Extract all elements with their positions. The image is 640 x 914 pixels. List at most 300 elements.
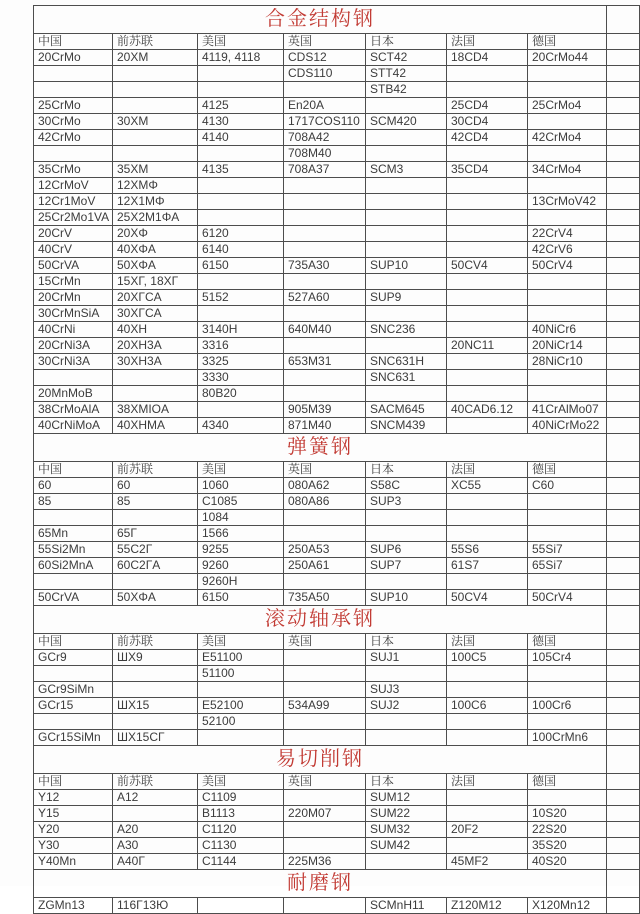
table-cell: 1717COS110 [284, 114, 366, 130]
table-cell [34, 146, 113, 162]
table-cell: 42CrV6 [528, 242, 607, 258]
table-cell: 50CrV4 [528, 590, 607, 606]
spacer-cell [607, 682, 640, 698]
table-row [34, 210, 640, 226]
table-cell: A12 [113, 790, 198, 806]
table-cell [528, 274, 607, 290]
table-cell [198, 682, 284, 698]
table-cell [366, 666, 447, 682]
table-row [34, 146, 640, 162]
table-row [34, 666, 640, 682]
table-cell: 30XΓCA [113, 306, 198, 322]
table-cell: 25CrMo4 [528, 98, 607, 114]
table-cell: 34CrMo4 [528, 162, 607, 178]
spacer-cell [607, 402, 640, 418]
table-row [34, 338, 640, 354]
table-cell: SACM645 [366, 402, 447, 418]
spacer-cell [607, 478, 640, 494]
table-cell: 4125 [198, 98, 284, 114]
table-cell: 105Cr4 [528, 650, 607, 666]
table-row [34, 402, 640, 418]
table-cell [113, 370, 198, 386]
table-row [34, 714, 640, 730]
table-cell: SNCM439 [366, 418, 447, 434]
table-cell: S58C [366, 478, 447, 494]
table-cell: 42CrMo4 [528, 130, 607, 146]
section-title: 滚动轴承钢 [34, 606, 607, 634]
table-cell [198, 898, 284, 914]
table-cell [366, 526, 447, 542]
table-cell [198, 274, 284, 290]
table-cell [528, 714, 607, 730]
table-cell [284, 386, 366, 402]
table-cell: 12Cr1MoV [34, 194, 113, 210]
table-cell: 20F2 [447, 822, 528, 838]
table-cell [447, 666, 528, 682]
table-cell [113, 98, 198, 114]
steel-grade-table [33, 5, 640, 914]
column-header: 德国 [528, 634, 607, 650]
table-cell: 6140 [198, 242, 284, 258]
table-cell: 12XMΦ [113, 178, 198, 194]
table-cell: SUJ1 [366, 650, 447, 666]
table-cell: 20XH3A [113, 338, 198, 354]
table-cell [113, 510, 198, 526]
column-header: 前苏联 [113, 462, 198, 478]
column-header: 英国 [284, 462, 366, 478]
table-cell [198, 402, 284, 418]
table-cell [34, 666, 113, 682]
spacer-cell [607, 666, 640, 682]
table-cell [198, 178, 284, 194]
table-row [34, 478, 640, 494]
table-cell: 3140H [198, 322, 284, 338]
spacer-cell [607, 806, 640, 822]
table-row [34, 386, 640, 402]
table-cell [113, 386, 198, 402]
table-cell: 22S20 [528, 822, 607, 838]
column-header: 美国 [198, 774, 284, 790]
table-row [34, 526, 640, 542]
table-cell: 250A53 [284, 542, 366, 558]
spacer-cell [607, 210, 640, 226]
table-cell [447, 290, 528, 306]
spacer-cell [607, 354, 640, 370]
table-cell [447, 370, 528, 386]
table-row [34, 114, 640, 130]
table-cell: 40XΦA [113, 242, 198, 258]
table-cell: 250A61 [284, 558, 366, 574]
table-row [34, 542, 640, 558]
table-row [34, 130, 640, 146]
table-row [34, 194, 640, 210]
table-cell [284, 370, 366, 386]
table-cell: 50XΦA [113, 590, 198, 606]
column-header: 前苏联 [113, 634, 198, 650]
table-cell: 60Si2MnA [34, 558, 113, 574]
table-cell [34, 510, 113, 526]
table-cell [528, 66, 607, 82]
table-cell [113, 666, 198, 682]
table-cell: 100Cr6 [528, 698, 607, 714]
table-cell: GCr15 [34, 698, 113, 714]
table-cell: 20NC11 [447, 338, 528, 354]
table-cell [366, 242, 447, 258]
table-cell: STB42 [366, 82, 447, 98]
table-cell: 708M40 [284, 146, 366, 162]
table-cell: 534A99 [284, 698, 366, 714]
spacer-cell [607, 178, 640, 194]
table-cell: 50CrVA [34, 258, 113, 274]
table-cell: 50CV4 [447, 590, 528, 606]
table-row [34, 838, 640, 854]
table-cell: SUP9 [366, 290, 447, 306]
table-cell: STT42 [366, 66, 447, 82]
table-cell [366, 306, 447, 322]
table-cell [447, 510, 528, 526]
column-header: 日本 [366, 34, 447, 50]
table-cell: CDS12 [284, 50, 366, 66]
table-cell [284, 82, 366, 98]
table-cell: A20 [113, 822, 198, 838]
table-row [34, 790, 640, 806]
table-cell [284, 682, 366, 698]
table-cell: 42CD4 [447, 130, 528, 146]
table-cell: 100CrMn6 [528, 730, 607, 746]
table-cell: SCM420 [366, 114, 447, 130]
table-cell [447, 146, 528, 162]
table-cell [284, 898, 366, 914]
column-header-row [34, 34, 640, 50]
table-cell [366, 338, 447, 354]
spacer-cell [607, 838, 640, 854]
table-cell: 4340 [198, 418, 284, 434]
table-cell [528, 178, 607, 194]
spacer-cell [607, 370, 640, 386]
spacer-cell [607, 290, 640, 306]
table-cell: SCT42 [366, 50, 447, 66]
table-row [34, 510, 640, 526]
table-cell: SUP10 [366, 258, 447, 274]
table-cell: 653M31 [284, 354, 366, 370]
spacer-cell [607, 462, 640, 478]
table-cell: 527A60 [284, 290, 366, 306]
spacer-cell [607, 526, 640, 542]
spacer-cell [607, 6, 640, 34]
table-cell [366, 274, 447, 290]
table-cell: 12CrMoV [34, 178, 113, 194]
table-cell: 60 [113, 478, 198, 494]
spacer-cell [607, 510, 640, 526]
table-cell: 35XM [113, 162, 198, 178]
table-cell: 25CD4 [447, 98, 528, 114]
table-cell: 20CrNi3A [34, 338, 113, 354]
table-row [34, 290, 640, 306]
table-cell: 40CrV [34, 242, 113, 258]
table-cell: 1084 [198, 510, 284, 526]
table-cell [198, 146, 284, 162]
spacer-cell [607, 774, 640, 790]
table-cell [447, 730, 528, 746]
table-row [34, 898, 640, 914]
table-cell: 6120 [198, 226, 284, 242]
table-cell [447, 714, 528, 730]
table-cell [528, 494, 607, 510]
table-cell: 905M39 [284, 402, 366, 418]
table-cell: Z120M12 [447, 898, 528, 914]
spacer-cell [607, 322, 640, 338]
table-cell: X120Mn12 [528, 898, 607, 914]
table-cell: SUJ2 [366, 698, 447, 714]
table-cell [447, 66, 528, 82]
spacer-cell [607, 146, 640, 162]
table-cell [34, 714, 113, 730]
table-cell [113, 146, 198, 162]
column-header: 英国 [284, 34, 366, 50]
table-cell [366, 194, 447, 210]
table-cell [447, 178, 528, 194]
table-cell [528, 82, 607, 98]
table-row [34, 682, 640, 698]
spacer-cell [607, 418, 640, 434]
table-cell: SNC631H [366, 354, 447, 370]
table-cell: SUM22 [366, 806, 447, 822]
table-cell: 40XHMA [113, 418, 198, 434]
column-header: 英国 [284, 774, 366, 790]
column-header: 美国 [198, 634, 284, 650]
table-row [34, 558, 640, 574]
table-cell [528, 790, 607, 806]
table-row [34, 574, 640, 590]
table-cell [113, 682, 198, 698]
column-header: 中国 [34, 634, 113, 650]
table-cell [366, 510, 447, 526]
table-cell: 100C5 [447, 650, 528, 666]
table-cell [34, 574, 113, 590]
table-cell: Y20 [34, 822, 113, 838]
section-title: 合金结构钢 [34, 6, 607, 34]
table-cell: 55C2Γ [113, 542, 198, 558]
table-cell [198, 82, 284, 98]
table-cell: C1120 [198, 822, 284, 838]
table-cell: 65Mn [34, 526, 113, 542]
table-cell: 61S7 [447, 558, 528, 574]
table-cell: 40NiCrMo22 [528, 418, 607, 434]
table-cell [447, 526, 528, 542]
table-cell [528, 386, 607, 402]
table-cell [284, 838, 366, 854]
spacer-cell [607, 50, 640, 66]
table-cell [366, 98, 447, 114]
table-cell: SUM32 [366, 822, 447, 838]
table-cell: 4140 [198, 130, 284, 146]
table-cell [447, 790, 528, 806]
section-title: 易切削钢 [34, 746, 607, 774]
table-cell: 20NiCr14 [528, 338, 607, 354]
table-row [34, 730, 640, 746]
table-row [34, 178, 640, 194]
table-cell: 1060 [198, 478, 284, 494]
table-cell: 65Γ [113, 526, 198, 542]
table-cell: Y12 [34, 790, 113, 806]
table-cell [34, 66, 113, 82]
table-cell: A30 [113, 838, 198, 854]
spacer-cell [607, 870, 640, 898]
column-header: 日本 [366, 634, 447, 650]
table-row [34, 306, 640, 322]
table-cell: GCr9 [34, 650, 113, 666]
table-cell [34, 82, 113, 98]
table-cell: 1566 [198, 526, 284, 542]
table-cell [528, 210, 607, 226]
table-cell [447, 226, 528, 242]
table-cell: 55Si2Mn [34, 542, 113, 558]
table-cell: 640M40 [284, 322, 366, 338]
spacer-cell [607, 194, 640, 210]
table-cell: SUM12 [366, 790, 447, 806]
table-cell: 85 [34, 494, 113, 510]
table-cell: 20XΦ [113, 226, 198, 242]
table-cell [366, 130, 447, 146]
table-cell [198, 730, 284, 746]
spacer-cell [607, 854, 640, 870]
table-cell [366, 226, 447, 242]
table-cell [284, 306, 366, 322]
spacer-cell [607, 590, 640, 606]
table-cell: 25Cr2Mo1VA [34, 210, 113, 226]
column-header: 法国 [447, 34, 528, 50]
table-cell: C1109 [198, 790, 284, 806]
table-cell: 3325 [198, 354, 284, 370]
table-row [34, 650, 640, 666]
table-cell [447, 574, 528, 590]
table-cell: SNC631 [366, 370, 447, 386]
table-cell [284, 666, 366, 682]
table-cell [284, 650, 366, 666]
table-cell: 60C2ΓA [113, 558, 198, 574]
table-cell [528, 114, 607, 130]
table-cell: 50CrVA [34, 590, 113, 606]
table-cell: 25X2M1ΦA [113, 210, 198, 226]
table-cell: SCMnH11 [366, 898, 447, 914]
table-cell: GCr15SiMn [34, 730, 113, 746]
table-cell: 708A42 [284, 130, 366, 146]
table-cell [284, 526, 366, 542]
table-cell: 65Si7 [528, 558, 607, 574]
table-cell [447, 806, 528, 822]
column-header: 中国 [34, 774, 113, 790]
table-cell [447, 354, 528, 370]
table-cell [366, 146, 447, 162]
table-cell: CDS110 [284, 66, 366, 82]
table-cell: 20CrMo44 [528, 50, 607, 66]
table-cell: 41CrAlMo07 [528, 402, 607, 418]
column-header: 法国 [447, 462, 528, 478]
table-row [34, 354, 640, 370]
table-cell: 13CrMoV42 [528, 194, 607, 210]
table-cell: En20A [284, 98, 366, 114]
table-row [34, 854, 640, 870]
table-cell [528, 146, 607, 162]
column-header: 美国 [198, 462, 284, 478]
table-cell: 18CD4 [447, 50, 528, 66]
table-cell [113, 66, 198, 82]
table-cell: 40CAD6.12 [447, 402, 528, 418]
table-cell: 10S20 [528, 806, 607, 822]
table-row [34, 274, 640, 290]
table-cell: 30CD4 [447, 114, 528, 130]
table-cell: 735A50 [284, 590, 366, 606]
table-cell: 30CrMnSiA [34, 306, 113, 322]
spacer-cell [607, 634, 640, 650]
spacer-cell [607, 494, 640, 510]
table-cell: SNC236 [366, 322, 447, 338]
section-title: 耐磨钢 [34, 870, 607, 898]
table-cell [528, 306, 607, 322]
table-cell [34, 370, 113, 386]
table-cell [284, 178, 366, 194]
table-cell [198, 194, 284, 210]
spacer-cell [607, 650, 640, 666]
spacer-cell [607, 130, 640, 146]
spacer-cell [607, 338, 640, 354]
table-cell: 38CrMoAlA [34, 402, 113, 418]
table-cell [528, 666, 607, 682]
table-cell: 42CrMo [34, 130, 113, 146]
table-cell [198, 66, 284, 82]
table-cell [113, 130, 198, 146]
table-cell: 38XMIOA [113, 402, 198, 418]
table-cell: 735A30 [284, 258, 366, 274]
table-cell: 15XΓ, 18XΓ [113, 274, 198, 290]
table-cell [447, 306, 528, 322]
table-cell [447, 274, 528, 290]
table-body [34, 6, 640, 914]
table-cell: SUP10 [366, 590, 447, 606]
table-cell: 9255 [198, 542, 284, 558]
table-cell: 20CrV [34, 226, 113, 242]
table-cell: ШX15CΓ [113, 730, 198, 746]
spacer-cell [607, 574, 640, 590]
column-header: 法国 [447, 634, 528, 650]
table-cell: 30XM [113, 114, 198, 130]
table-cell: 22CrV4 [528, 226, 607, 242]
table-cell: 20CrMo [34, 50, 113, 66]
column-header: 日本 [366, 774, 447, 790]
table-row [34, 82, 640, 98]
table-cell: 116Γ13Ю [113, 898, 198, 914]
spacer-cell [607, 558, 640, 574]
table-cell: 080A62 [284, 478, 366, 494]
table-cell: 20XM [113, 50, 198, 66]
table-row [34, 98, 640, 114]
table-row [34, 590, 640, 606]
table-row [34, 162, 640, 178]
table-cell: B1113 [198, 806, 284, 822]
spacer-cell [607, 698, 640, 714]
table-cell: 708A37 [284, 162, 366, 178]
table-cell [528, 290, 607, 306]
table-cell [284, 574, 366, 590]
table-cell: 9260H [198, 574, 284, 590]
table-cell: 4130 [198, 114, 284, 130]
section-title-row [34, 746, 640, 774]
table-cell: ШX9 [113, 650, 198, 666]
spacer-cell [607, 258, 640, 274]
table-cell: 51100 [198, 666, 284, 682]
table-cell: 30CrMo [34, 114, 113, 130]
table-row [34, 698, 640, 714]
